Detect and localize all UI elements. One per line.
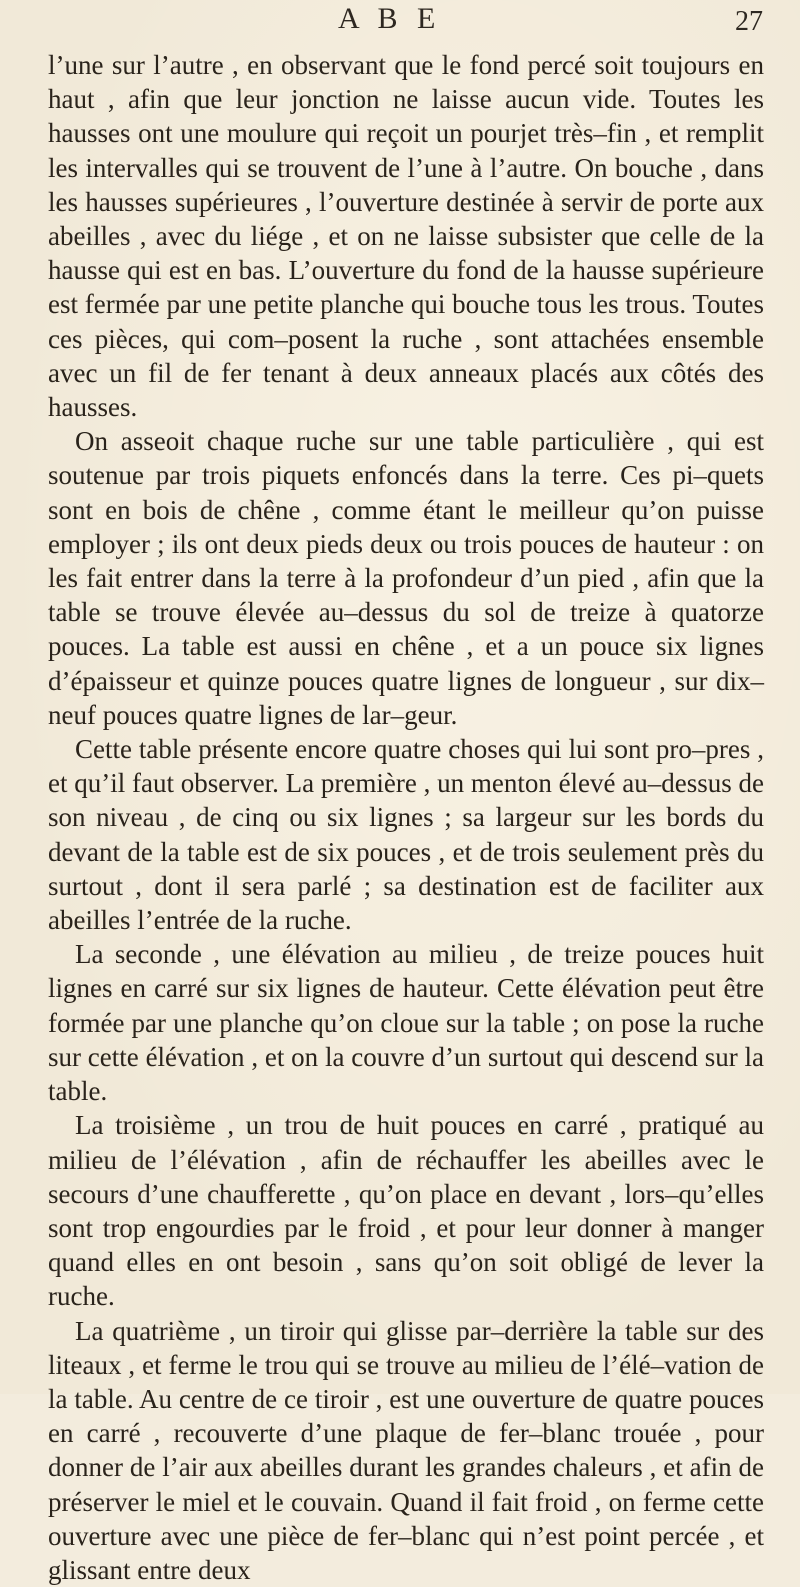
page-header <box>0 2 800 42</box>
paragraph-6: La quatrième , un tiroir qui glisse par–derrière la table sur des liteaux , et ferme le trou qui se trouve au milieu de l’élé–vation de la table. Au centre de ce tiroir , est une ouverture de quatre pouces en carré , recouverte d’une plaque de fer–blanc trouée , pour donner de l’air aux abeilles durant les grandes chaleurs , et afin de préserver le miel et le couvain. Quand il fait froid , on ferme cette ouverture avec une pièce de fer–blanc qui n’est point percée , et glissant entre deux <box>48 1315 764 1585</box>
paragraph-4: La seconde , une élévation au milieu , de treize pouces huit lignes en carré sur six lignes de hauteur. Cette élévation peut être formée par une planche qu’on cloue sur la table ; on pose la ruche sur cette élévation , et on la couvre d’un surtout qui descend sur la table. <box>48 939 764 1107</box>
running-head: A B E <box>338 2 442 35</box>
paragraph-5: La troisième , un trou de huit pouces en carré , pratiqué au milieu de l’élévation , afin de réchauffer les abeilles avec le secours d’une chaufferette , qu’on place en devant , lors–qu’elles sont trop engourdies par le froid , et pour leur donner à manger quand elles en ont besoin , sans qu’on soit obligé de lever la ruche. <box>48 1110 764 1312</box>
body-text <box>48 48 764 1587</box>
page-number: 27 <box>735 6 763 37</box>
paragraph-1: l’une sur l’autre , en observant que le fond percé soit toujours en haut , afin que leur jonction ne laisse aucun vide. Toutes les hausses ont une moulure qui reçoit un pourjet très–fin , et remplit les intervalles qui se trouvent de l’une à l’autre. On bouche , dans les hausses supérieures , l’ouverture destinée à servir de porte aux abeilles , avec du liége , et on ne laisse subsister que celle de la hausse qui est en bas. L’ouverture du fond de la hausse supérieure est fermée par une petite planche qui bouche tous les trous. Toutes ces pièces, qui com–posent la ruche , sont attachées ensemble avec un fil de fer tenant à deux anneaux placés aux côtés des hausses. <box>48 50 764 423</box>
paragraph-2: On asseoit chaque ruche sur une table particulière , qui est soutenue par trois piquets enfoncés dans la terre. Ces pi–quets sont en bois de chêne , comme étant le meilleur qu’on puisse employer ; ils ont deux pieds deux ou trois pouces de hauteur : on les fait entrer dans la terre à la profondeur d’un pied , afin que la table se trouve élevée au–dessus du sol de treize à quatorze pouces. La table est aussi en chêne , et a un pouce six lignes d’épaisseur et quinze pouces quatre lignes de longueur , sur dix–neuf pouces quatre lignes de lar–geur. <box>48 426 764 730</box>
paragraph-3: Cette table présente encore quatre choses qui lui sont pro–pres , et qu’il faut observer. La première , un menton élevé au–dessus de son niveau , de cinq ou six lignes ; sa largeur sur les bords du devant de la table est de six pouces , et de trois seulement près du surtout , dont il sera parlé ; sa destination est de faciliter aux abeilles l’entrée de la ruche. <box>48 734 765 936</box>
